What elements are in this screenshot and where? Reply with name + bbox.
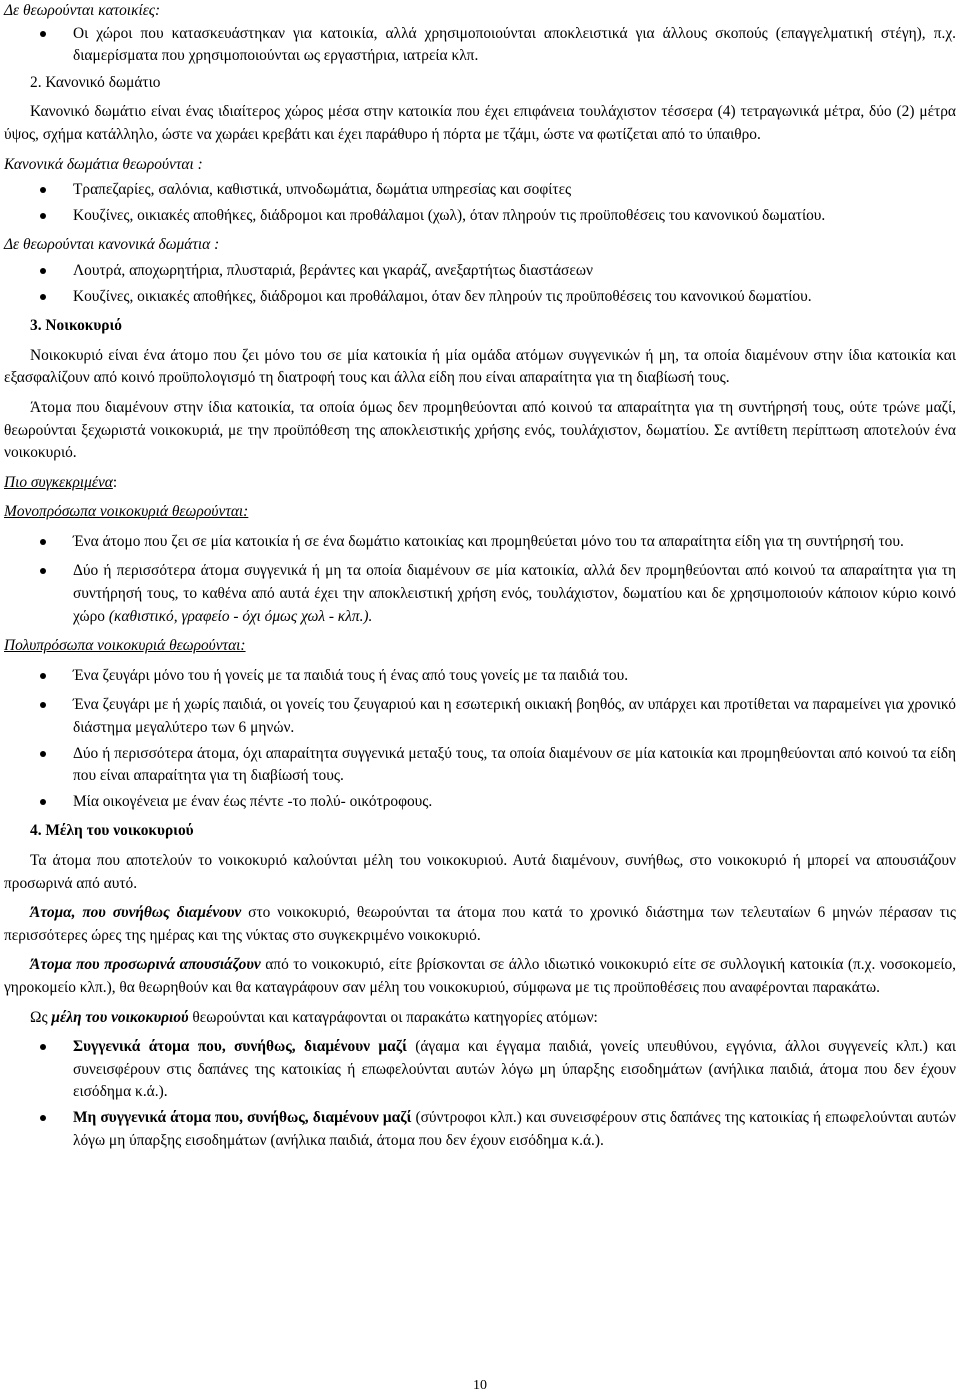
list-item: Οι χώροι που κατασκευάστηκαν για κατοικία, αλλά χρησιμοποιούνται αποκλειστικά για άλλους σκοπούς (επαγγελματική στέγη), π.χ. διαμερίσματα που χρησιμοποιούνται ως εργαστήρια, ιατρεία κλπ. — [4, 23, 956, 68]
bullet-icon — [40, 751, 46, 757]
bullet-icon — [40, 539, 46, 545]
list-item: Δύο ή περισσότερα άτομα συγγενικά ή μη τα οποία διαμένουν σε μία κατοικία, αλλά δεν προμηθεύονται από κοινού τα απαραίτητα για τη συντήρησή τους, το καθένα από αυτά έχει την αποκλειστική χρήση ενός, τουλάχιστον, δωματίου και δε χρησιμοποιούν κάποιον κύριο κοινό χώρο (καθιστικό, γραφείο - όχι όμως χωλ - κλπ.). — [4, 560, 956, 628]
bullet-icon — [40, 799, 46, 805]
section-3-title: 3. Νοικοκυριό — [30, 317, 123, 335]
bullet-icon — [40, 213, 46, 219]
considered-rooms-heading: Κανονικά δωμάτια θεωρούνται : — [4, 155, 203, 173]
list-item: Ένα ζευγάρι μόνο του ή γονείς με τα παιδιά τους ή ένας από τους γονείς με τα παιδιά του. — [4, 665, 956, 688]
list-item: Λουτρά, αποχωρητήρια, πλυσταριά, βεράντες και γκαράζ, ανεξαρτήτως διαστάσεων — [4, 260, 956, 283]
list-item: Τραπεζαρίες, σαλόνια, καθιστικά, υπνοδωμάτια, δωμάτια υπηρεσίας και σοφίτες — [4, 179, 956, 202]
multi-person-heading: Πολυπρόσωπα νοικοκυριά θεωρούνται: — [4, 637, 246, 655]
page-number: 10 — [473, 1378, 487, 1393]
bullet-icon — [40, 31, 46, 37]
bullet-icon — [40, 702, 46, 708]
bullet-icon — [40, 294, 46, 300]
list-item: Συγγενικά άτομα που, συνήθως, διαμένουν μαζί (άγαμα και έγγαμα παιδιά, γονείς υπευθύνου, εγγόνια, άλλοι συγγενείς κλπ.) και συνεισφέρουν στις δαπάνες της κατοικίας ή επωφελούνται αυτών λόγω μη ύπαρξης εισοδημάτων (ανήλικα παιδιά, άτομα που δεν έχουν εισόδημα κ.ά.). — [4, 1036, 956, 1104]
single-person-heading: Μονοπρόσωπα νοικοκυριά θεωρούνται: — [4, 503, 249, 521]
members-definition: Τα άτομα που αποτελούν το νοικοκυριό καλούνται μέλη του νοικοκυριού. Αυτά διαμένουν, συνήθως, στο νοικοκυριό ή μπορεί να απουσιάζουν προσωρινά από αυτό. — [4, 852, 956, 892]
considered-rooms-list — [4, 179, 956, 227]
multi-person-list — [4, 665, 956, 814]
not-dwellings-heading: Δε θεωρούνται κατοικίες: — [4, 2, 161, 19]
list-item: Μη συγγενικά άτομα που, συνήθως, διαμένουν μαζί (σύντροφοι κλπ.) και συνεισφέρουν στις δαπάνες της κατοικίας ή επωφελούνται αυτών λόγω μη ύπαρξης εισοδημάτων (ανήλικα παιδιά, άτομα που δεν έχουν εισόδημα κ.ά.). — [4, 1107, 956, 1152]
specifically-label: Πιο συγκεκριμένα: — [4, 473, 118, 491]
bullet-icon — [40, 1115, 46, 1121]
not-considered-rooms-list — [4, 260, 956, 308]
bullet-icon — [40, 268, 46, 274]
bullet-icon — [40, 187, 46, 193]
list-item: Ένα ζευγάρι με ή χωρίς παιδιά, οι γονείς του ζευγαριού και η εσωτερική οικιακή βοηθός, αν υπάρχει και προτίθεται να παραμείνει για χρονικό διάστημα μεγαλύτερο των 6 μηνών. — [4, 694, 956, 739]
bullet-icon — [40, 1044, 46, 1050]
list-item: Κουζίνες, οικιακές αποθήκες, διάδρομοι και προθάλαμοι (χωλ), όταν πληρούν τις προϋποθέσεις του κανονικού δωματίου. — [4, 205, 956, 228]
bullet-icon — [40, 673, 46, 679]
single-person-list — [4, 531, 956, 628]
bullet-icon — [40, 568, 46, 574]
list-item: Δύο ή περισσότερα άτομα, όχι απαραίτητα συγγενικά μεταξύ τους, τα οποία διαμένουν σε μία κατοικία και προμηθεύονται από κοινού τα είδη που είναι απαραίτητα για τη διαβίωσή τους. — [4, 743, 956, 788]
household-definition: Νοικοκυριό είναι ένα άτομο που ζει μόνο του σε μία κατοικία ή μία ομάδα ατόμων συγγενικών ή μη, τα οποία διαμένουν στην ίδια κατοικία και εξασφαλίζουν από κοινό προϋπολογισμό τη διατροφή τους και άλλα είδη που είναι απαραίτητα για τη διαβίωσή τους. — [4, 346, 956, 387]
list-item: Κουζίνες, οικιακές αποθήκες, διάδρομοι και προθάλαμοι, όταν δεν πληρούν τις προϋποθέσεις του κανονικού δωματίου. — [4, 286, 956, 309]
separate-households-paragraph: Άτομα που διαμένουν στην ίδια κατοικία, τα οποία όμως δεν προμηθεύονται από κοινού τα απαραίτητα για τη συντήρησή τους, ούτε τρώνε μαζί, θεωρούνται ξεχωριστά νοικοκυριά, με την προϋπόθεση της αποκλειστικής χρήσης ενός, τουλάχιστον, δωματίου. Σε αντίθετη περίπτωση αποτελούν ένα νοικοκυριό. — [4, 398, 956, 462]
members-categories-intro: Ως μέλη του νοικοκυριού θεωρούνται και καταγράφονται οι παρακάτω κατηγορίες ατόμων: — [30, 1008, 598, 1026]
temporarily-absent-paragraph: Άτομα που προσωρινά απουσιάζουν από το νοικοκυριό, είτε βρίσκονται σε άλλο ιδιωτικό νοικοκυριό είτε σε συλλογική κατοικία (π.χ. νοσοκομείο, γηροκομείο κλπ.), θα θεωρηθούν και θα καταγράφουν σαν μέλη του νοικοκυριού, σύμφωνα με τις προϋποθέσεις που αναφέρονται παρακάτω. — [4, 956, 957, 996]
not-considered-rooms-heading: Δε θεωρούνται κανονικά δωμάτια : — [4, 236, 220, 254]
section-2-title: 2. Κανονικό δωμάτιο — [30, 73, 161, 91]
section-4-title: 4. Μέλη του νοικοκυριού — [30, 822, 194, 840]
usual-residents-paragraph: Άτομα, που συνήθως διαμένουν στο νοικοκυριό, θεωρούνται τα άτομα που κατά το χρονικό διάστημα των τελευταίων 6 μηνών πέρασαν τις περισσότερες ώρες της ημέρας και της νύκτας στο συγκεκριμένο νοικοκυριό. — [4, 904, 956, 944]
document-page — [4, 0, 956, 1152]
member-categories-list — [4, 1036, 956, 1152]
not-dwellings-list — [4, 23, 956, 68]
section-2-definition: Κανονικό δωμάτιο είναι ένας ιδιαίτερος χώρος μέσα στην κατοικία που έχει επιφάνεια τουλάχιστον τέσσερα (4) τετραγωνικά μέτρα, δύο (2) μέτρα ύψος, σχήμα κατάλληλο, ώστε να χωράει κρεβάτι και έχει παράθυρο ή πόρτα με τζάμι, ώστε να φωτίζεται από το ύπαιθρο. — [4, 103, 956, 143]
list-item: Ένα άτομο που ζει σε μία κατοικία ή σε ένα δωμάτιο κατοικίας και προμηθεύεται μόνο του τα απαραίτητα είδη για τη συντήρησή του. — [4, 531, 956, 554]
list-item: Μία οικογένεια με έναν έως πέντε -το πολύ- οικότροφους. — [4, 791, 956, 814]
